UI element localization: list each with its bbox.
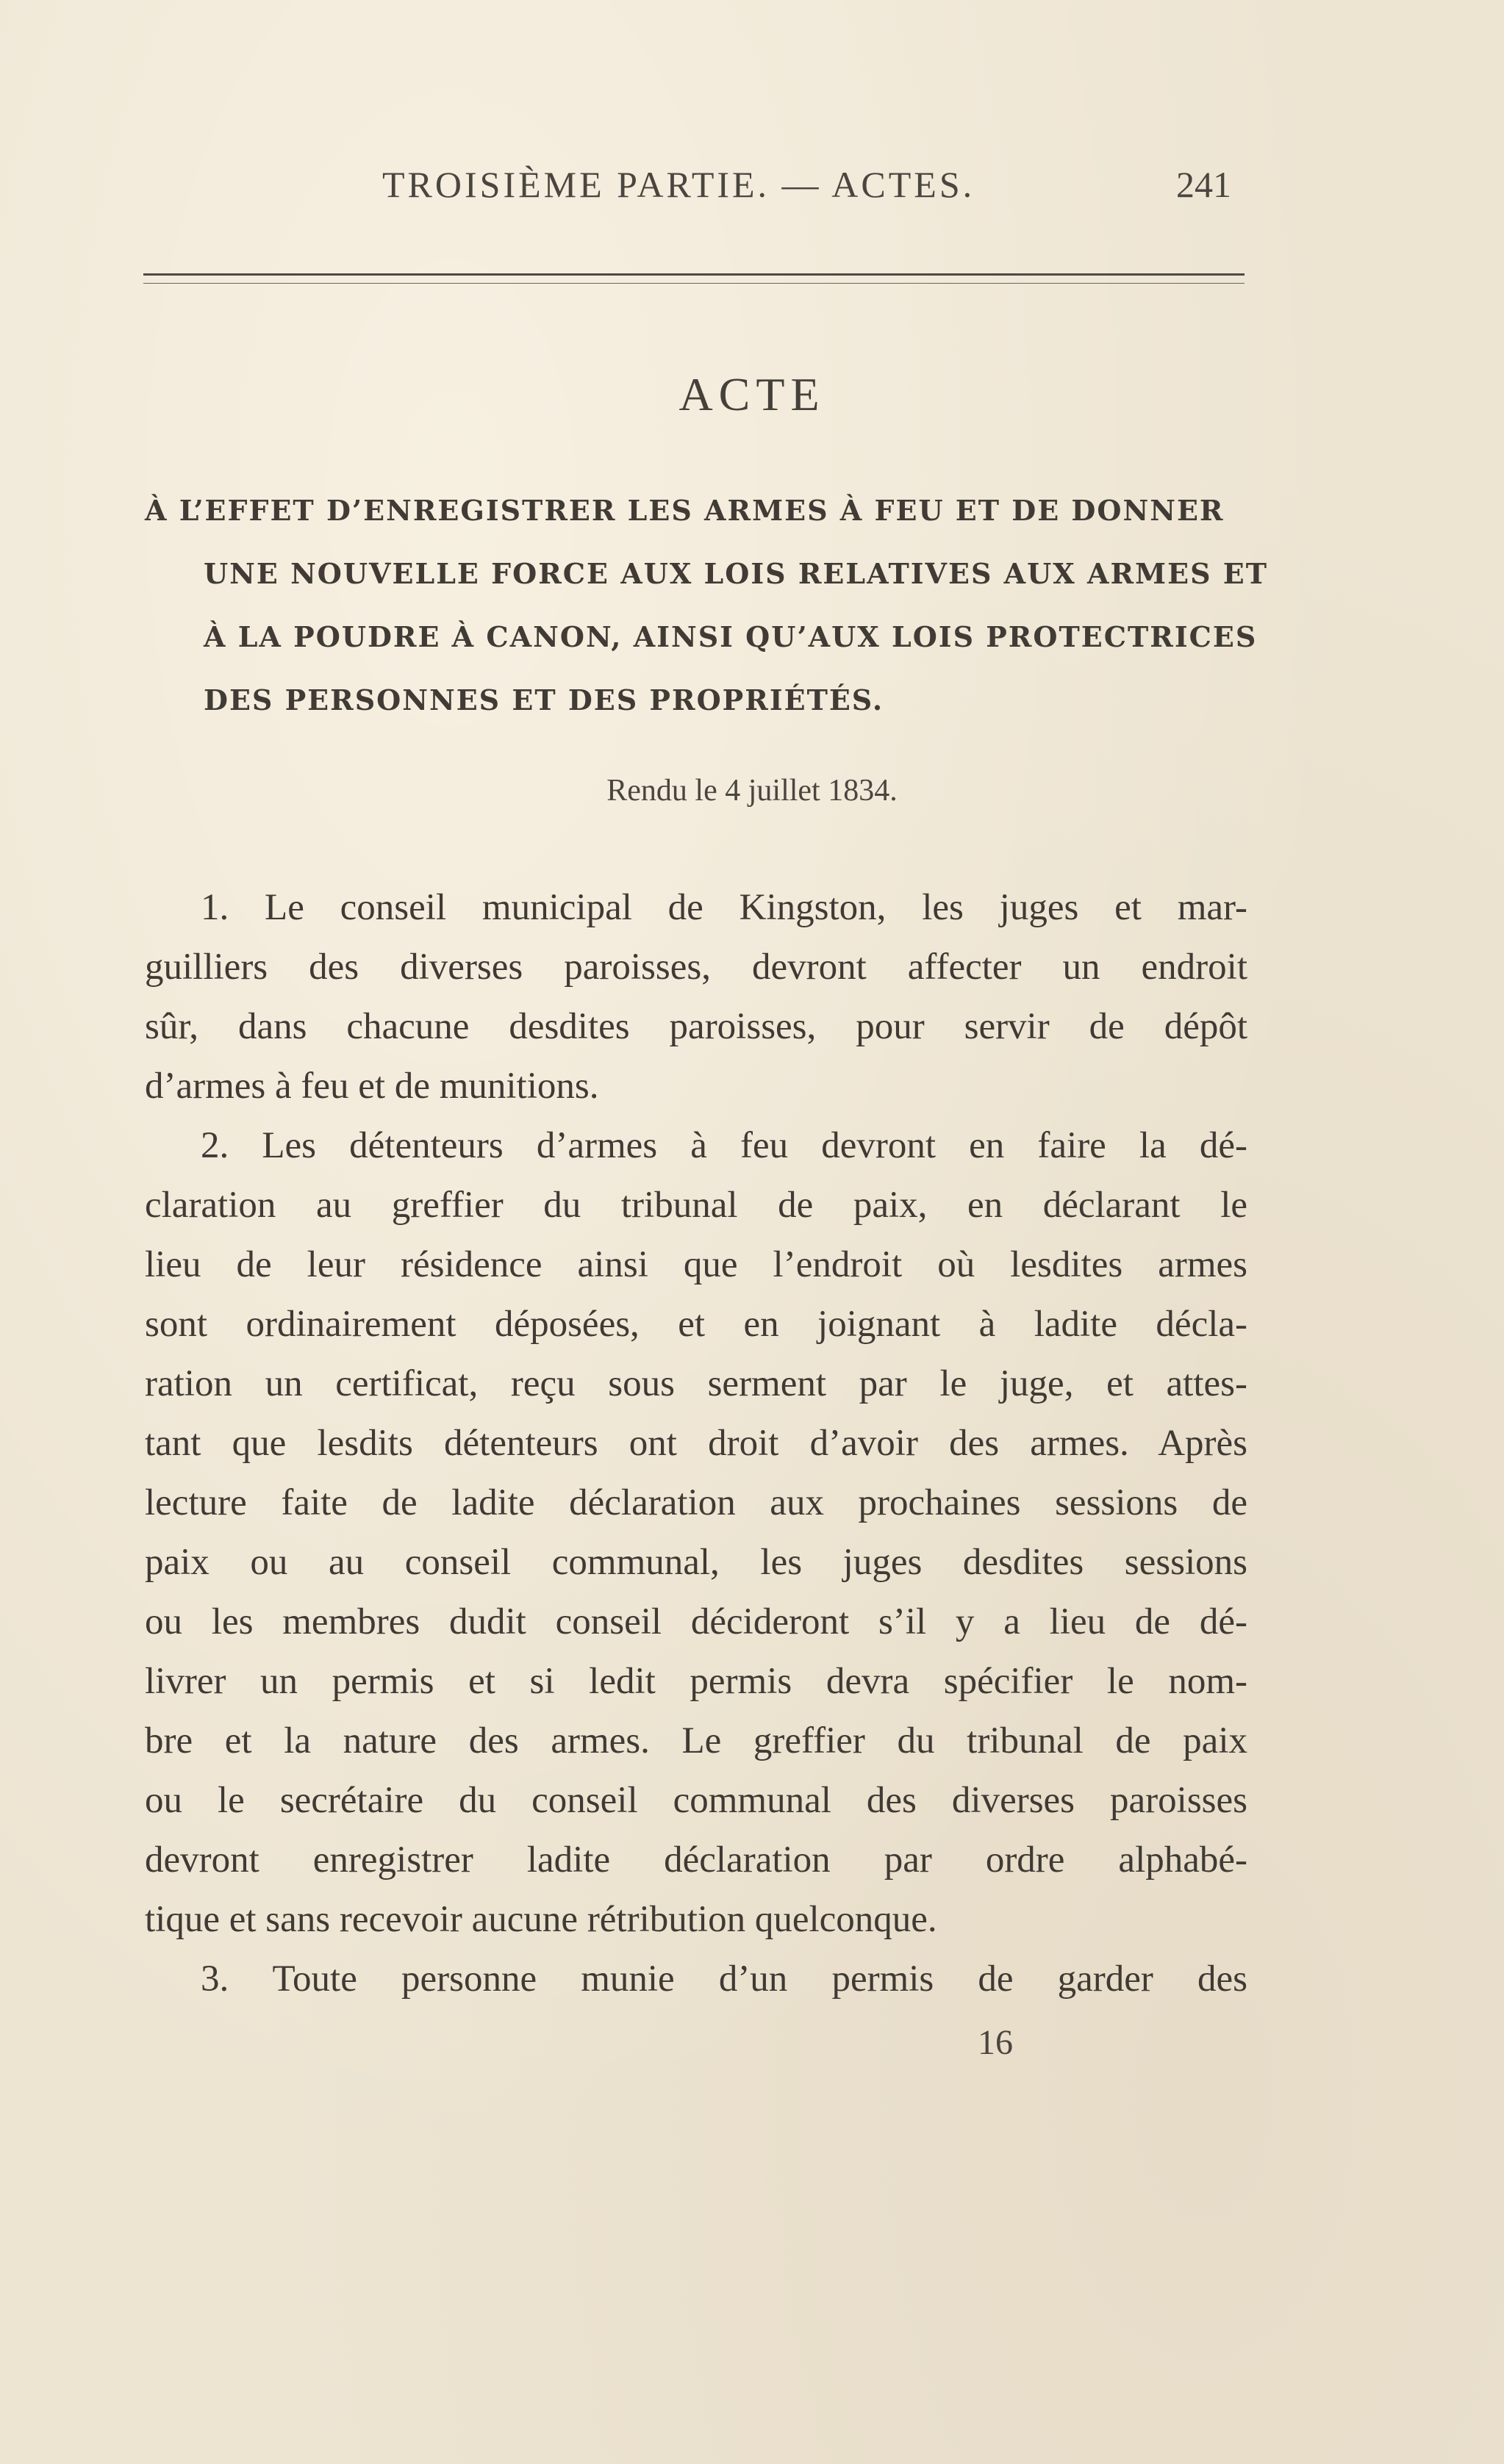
body-line: tique et sans recevoir aucune rétribution quelconque. — [145, 1899, 937, 1940]
body-line: tant que lesdits détenteurs ont droit d’avoir des armes. Après — [145, 1423, 1247, 1464]
body-line: claration au greffier du tribunal de paix, en déclarant le — [145, 1185, 1247, 1226]
body-line: 1. Le conseil municipal de Kingston, les juges et mar- — [201, 887, 1247, 928]
body-line: sûr, dans chacune desdites paroisses, pour servir de dépôt — [145, 1006, 1247, 1047]
body-line: sont ordinairement déposées, et en joignant à ladite décla- — [145, 1304, 1247, 1345]
body-line: d’armes à feu et de munitions. — [145, 1066, 599, 1107]
act-title: ACTE — [678, 368, 826, 420]
subtitle-line: DES PERSONNES ET DES PROPRIÉTÉS. — [204, 683, 884, 716]
running-title: TROISIÈME PARTIE. — ACTES. — [382, 164, 975, 205]
act-subtitle — [145, 479, 1268, 732]
body-line: 2. Les détenteurs d’armes à feu devront en faire la dé- — [201, 1125, 1247, 1166]
subtitle-line: À L’EFFET D’ENREGISTRER LES ARMES À FEU ET DE DONNER — [145, 494, 1225, 527]
signature-mark: 16 — [978, 2023, 1013, 2062]
body-line: livrer un permis et si ledit permis devra spécifier le nom- — [145, 1661, 1247, 1702]
body-line: bre et la nature des armes. Le greffier du tribunal de paix — [145, 1720, 1247, 1761]
page-number: 241 — [1176, 164, 1231, 205]
body-line: ou les membres dudit conseil décideront s’il y a lieu de dé- — [145, 1601, 1247, 1642]
header-rule — [143, 273, 1245, 284]
body-line: lieu de leur résidence ainsi que l’endroit où lesdites armes — [145, 1244, 1247, 1285]
body-line: devront enregistrer ladite déclaration par ordre alphabé- — [145, 1839, 1247, 1881]
body-line: paix ou au conseil communal, les juges desdites sessions — [145, 1542, 1247, 1583]
subtitle-line: UNE NOUVELLE FORCE AUX LOIS RELATIVES AUX ARMES ET — [204, 557, 1268, 590]
subtitle-line: À LA POUDRE À CANON, AINSI QU’AUX LOIS PROTECTRICES — [204, 620, 1258, 653]
body-line: 3. Toute personne munie d’un permis de garder des — [201, 1958, 1247, 2000]
body-line: ou le secrétaire du conseil communal des diverses paroisses — [145, 1780, 1247, 1821]
body-line: ration un certificat, reçu sous serment par le juge, et attes- — [145, 1363, 1247, 1404]
body-line: lecture faite de ladite déclaration aux prochaines sessions de — [145, 1482, 1247, 1523]
body-text — [145, 878, 1247, 2009]
body-line: guilliers des diverses paroisses, devront affecter un endroit — [145, 947, 1247, 988]
act-date: Rendu le 4 juillet 1834. — [606, 774, 898, 808]
